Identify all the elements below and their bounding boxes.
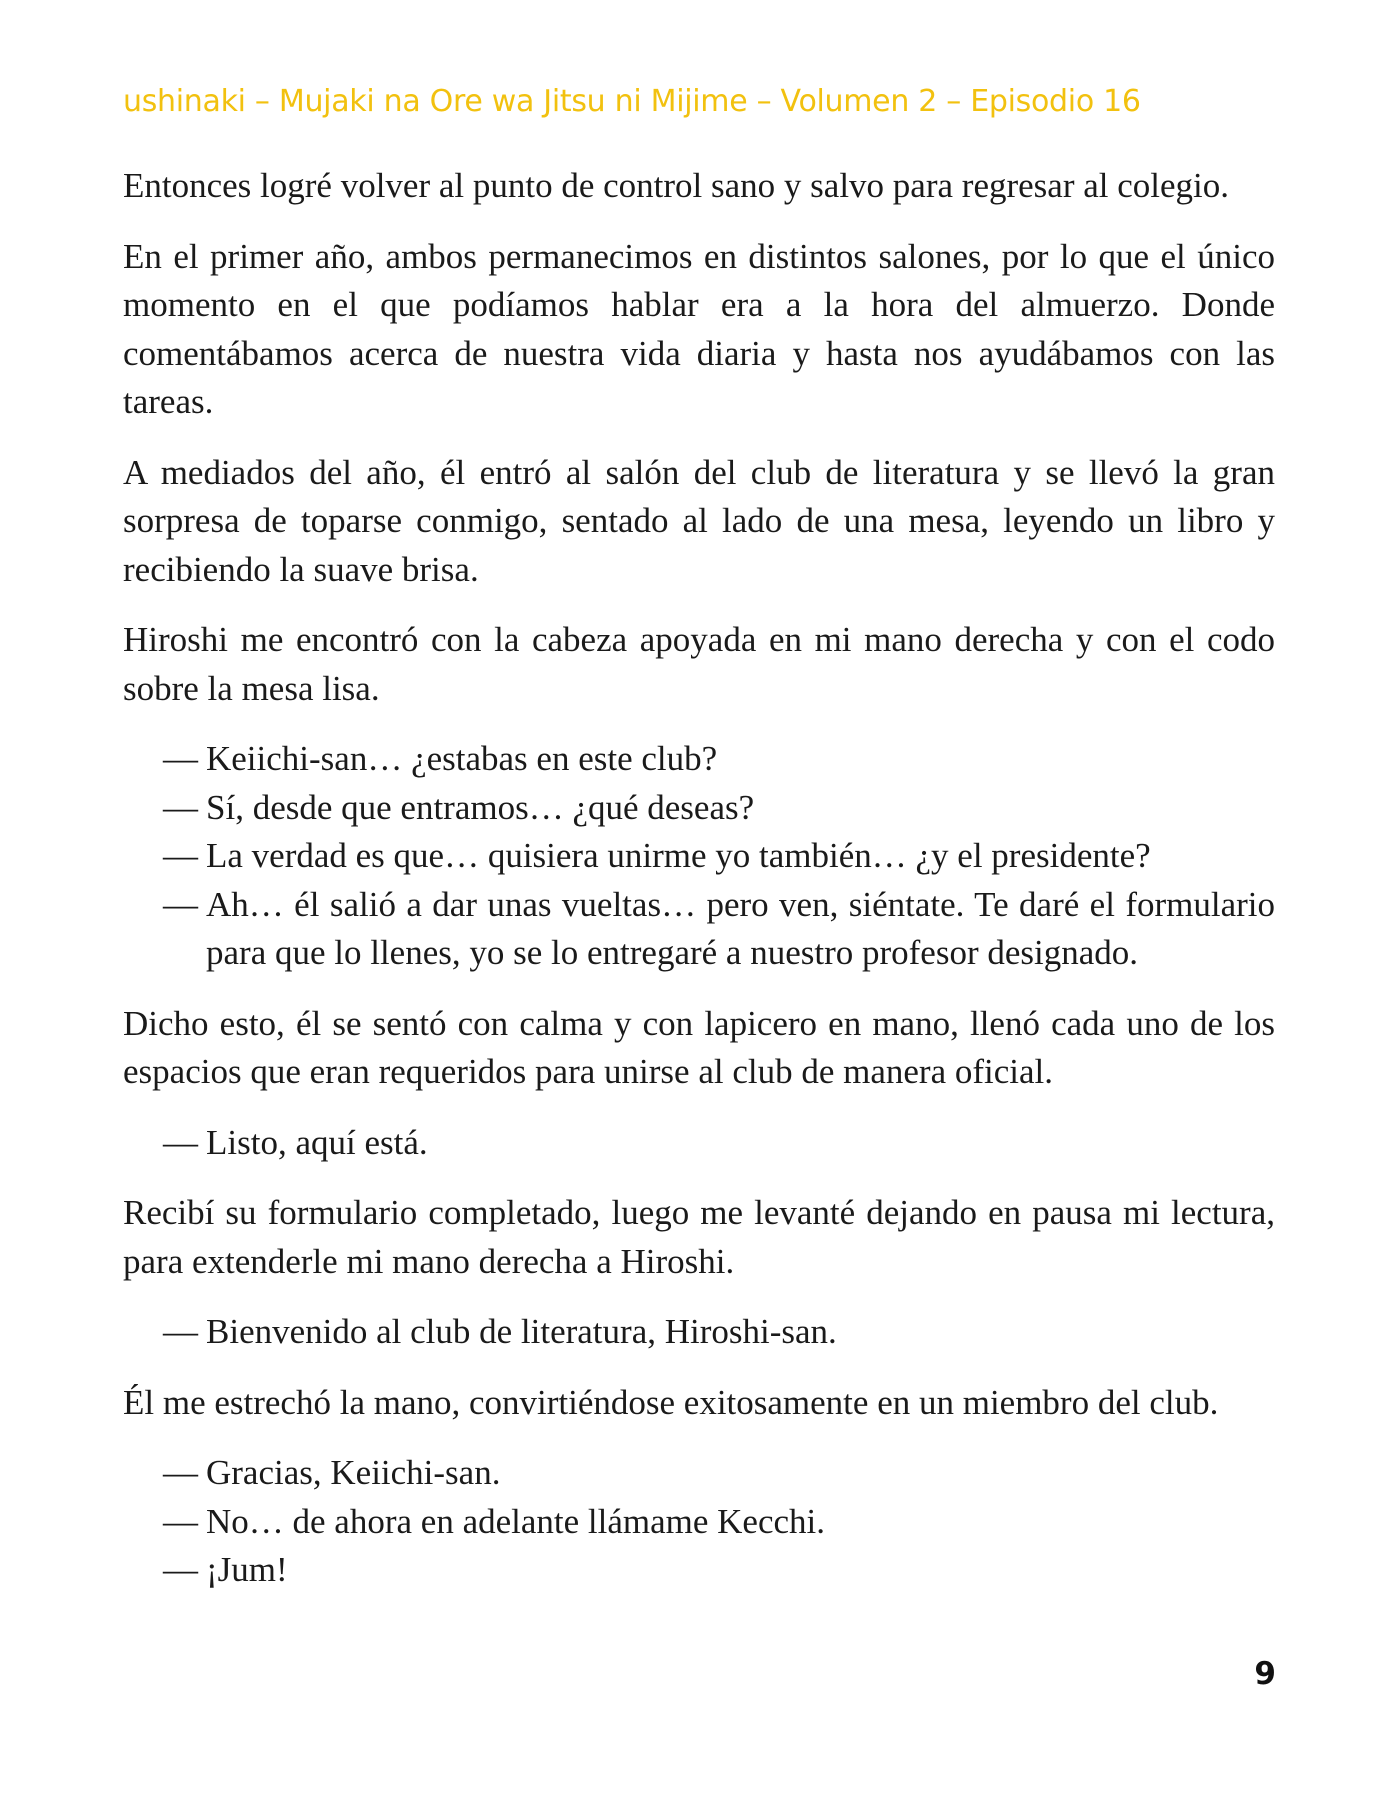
dialogue-line (123, 1546, 1275, 1595)
dialogue-dash: — (163, 787, 198, 827)
dialogue-text: La verdad es que… quisiera unirme yo también… ¿y el presidente? (206, 836, 1151, 875)
dialogue-dash: — (163, 1501, 198, 1541)
paragraph: Dicho esto, él se sentó con calma y con lapicero en mano, llenó cada uno de los espacios que eran requeridos para unirse al club de manera oficial. (123, 1003, 1275, 1091)
page-body (123, 162, 1275, 1617)
dialogue-dash: — (163, 1122, 198, 1162)
dialogue-line (123, 735, 1275, 784)
dialogue-line (123, 1449, 1275, 1498)
dialogue-text: Ah… él salió a dar unas vueltas… pero ven, siéntate. Te daré el formulario para que lo llenes, yo se lo entregaré a nuestro profesor designado. (206, 884, 1275, 972)
dialogue-line (123, 1308, 1275, 1357)
dialogue-text: Bienvenido al club de literatura, Hiroshi-san. (206, 1312, 837, 1351)
dialogue-line (123, 881, 1275, 978)
running-header: ushinaki – Mujaki na Ore wa Jitsu ni Mijime – Volumen 2 – Episodio 16 (123, 84, 1141, 119)
dialogue-text: Sí, desde que entramos… ¿qué deseas? (206, 787, 755, 827)
dialogue-dash: — (163, 836, 198, 875)
paragraph: A mediados del año, él entró al salón del club de literatura y se llevó la gran sorpresa de toparse conmigo, sentado al lado de una mesa, leyendo un libro y recibiendo la suave brisa. (123, 452, 1275, 589)
dialogue-text: Gracias, Keiichi-san. (206, 1453, 501, 1492)
dialogue-block (123, 1308, 1275, 1357)
dialogue-block (123, 1119, 1275, 1168)
paragraph: Entonces logré volver al punto de control sano y salvo para regresar al colegio. (123, 166, 1230, 205)
dialogue-line (123, 1498, 1275, 1547)
dialogue-text: Keiichi-san… ¿estabas en este club? (206, 739, 718, 778)
dialogue-line (123, 1119, 1275, 1168)
dialogue-block (123, 735, 1275, 978)
paragraph: Él me estrechó la mano, convirtiéndose exitosamente en un miembro del club. (123, 1382, 1219, 1422)
paragraph: Recibí su formulario completado, luego me levanté dejando en pausa mi lectura, para extenderle mi mano derecha a Hiroshi. (123, 1193, 1275, 1281)
dialogue-text: Listo, aquí está. (206, 1122, 428, 1162)
paragraph: Hiroshi me encontró con la cabeza apoyada en mi mano derecha y con el codo sobre la mesa lisa. (123, 620, 1275, 708)
dialogue-dash: — (163, 739, 198, 778)
dialogue-line (123, 784, 1275, 833)
page-number: 9 (1254, 1656, 1276, 1692)
dialogue-text: ¡Jum! (206, 1550, 288, 1589)
dialogue-line (123, 832, 1275, 881)
dialogue-dash: — (163, 1312, 198, 1351)
dialogue-text: No… de ahora en adelante llámame Kecchi. (206, 1501, 826, 1541)
dialogue-dash: — (163, 884, 198, 924)
dialogue-dash: — (163, 1550, 198, 1589)
paragraph: En el primer año, ambos permanecimos en distintos salones, por lo que el único momento en el que podíamos hablar era a la hora del almuerzo. Donde comentábamos acerca de nuestra vida diaria y hasta nos ayudábamos con las tareas. (123, 236, 1275, 421)
dialogue-block (123, 1449, 1275, 1595)
dialogue-dash: — (163, 1453, 198, 1492)
